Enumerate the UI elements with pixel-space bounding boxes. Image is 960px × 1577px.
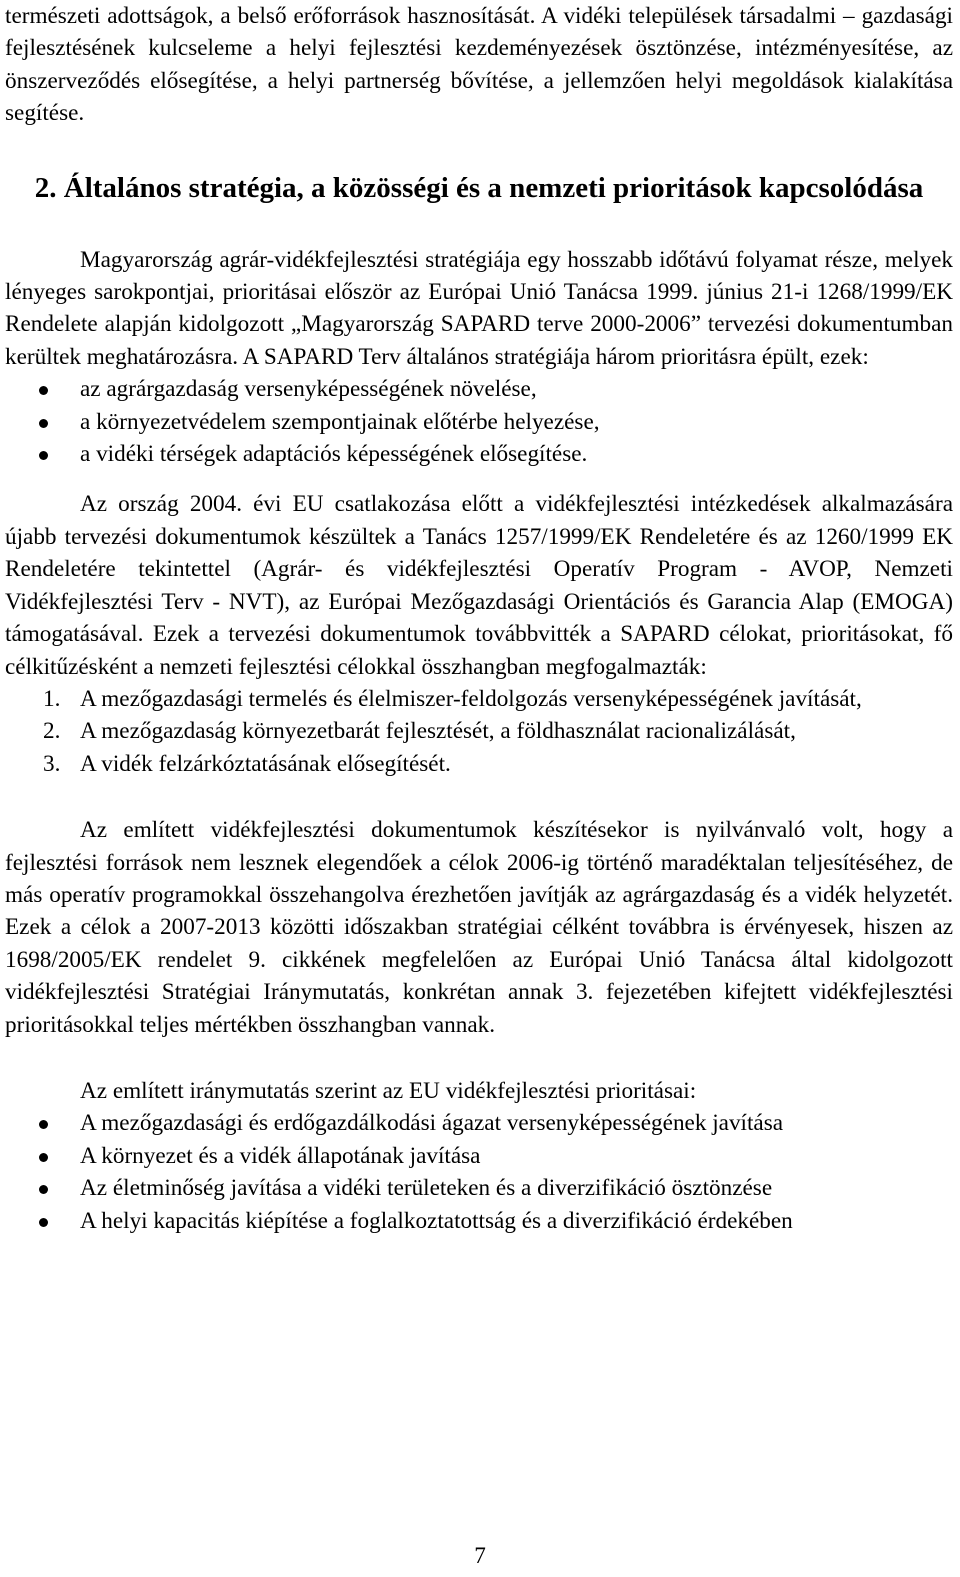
numbered-item xyxy=(5,715,953,747)
numbered-item xyxy=(5,748,953,780)
bullet-icon xyxy=(39,451,48,460)
list-item-text: a környezetvédelem szempontjainak előtérbe helyezése, xyxy=(80,408,600,435)
sapard-priorities-list xyxy=(5,373,953,470)
intro-paragraph: természeti adottságok, a belső erőforrások hasznosítását. A vidéki települések társadalmi – gazdasági fejlesztésének kulcseleme a helyi fejlesztési kezdeményezések ösztönzése, intézményesítése, az önszerveződés elősegítése, a helyi partnerség bővítése, a jellemzően helyi megoldások kialakítása segítése. xyxy=(5,3,953,127)
section-heading: 2. Általános stratégia, a közösségi és a nemzeti prioritások kapcsolódása xyxy=(34,171,924,204)
list-item-text: a vidéki térségek adaptációs képességének elősegítése. xyxy=(80,441,588,468)
paragraph-sapard-strategy: Magyarország agrár-vidékfejlesztési stratégiája egy hosszabb időtávú folyamat része, melyek lényeges sarokpontjai, prioritásai először az Európai Unió Tanácsa 1999. június 21-i 1268/1999/EK Rendelete alapján kidolgozott „Magyarország SAPARD terve 2000-2006” tervezési dokumentumban kerültek meghatározásra. A SAPARD Terv általános stratégiája három prioritásra épült, ezek: xyxy=(5,246,953,370)
item-text: A mezőgazdasági termelés és élelmiszer-feldolgozás versenyképességének javítását, xyxy=(80,685,862,712)
list-item xyxy=(5,1140,953,1172)
list-item-text: A helyi kapacitás kiépítése a foglalkoztatottság és a diverzifikáció érdekében xyxy=(80,1207,793,1234)
item-number: 2. xyxy=(43,718,61,745)
list-item xyxy=(5,1107,953,1139)
bullet-icon xyxy=(39,419,48,428)
item-number: 3. xyxy=(43,750,61,777)
item-number: 1. xyxy=(43,685,61,712)
objectives-numbered-list xyxy=(5,683,953,780)
bullet-icon xyxy=(39,386,48,395)
list-item-text: A mezőgazdasági és erdőgazdálkodási ágazat versenyképességének javítása xyxy=(80,1110,784,1137)
item-text: A vidék felzárkóztatásának elősegítését. xyxy=(80,750,451,777)
bullet-icon xyxy=(39,1120,48,1129)
bullet-icon xyxy=(39,1153,48,1162)
paragraph-guideline-intro: Az említett iránymutatás szerint az EU vidékfejlesztési prioritásai: xyxy=(80,1077,697,1104)
numbered-item xyxy=(5,683,953,715)
list-item xyxy=(5,373,953,405)
list-item-text: az agrárgazdaság versenyképességének növelése, xyxy=(80,376,537,403)
list-item-text: Az életminőség javítása a vidéki területeken és a diverzifikáció ösztönzése xyxy=(80,1175,773,1202)
document-page xyxy=(5,0,953,1237)
eu-priorities-list xyxy=(5,1107,953,1237)
list-item-text: A környezet és a vidék állapotának javítása xyxy=(80,1142,481,1169)
list-item xyxy=(5,438,953,470)
item-text: A mezőgazdaság környezetbarát fejlesztését, a földhasználat racionalizálását, xyxy=(80,718,796,745)
bullet-icon xyxy=(39,1185,48,1194)
paragraph-development-documents: Az említett vidékfejlesztési dokumentumok készítésekor is nyilvánvaló volt, hogy a fejlesztési források nem lesznek elegendőek a célok 2006-ig történő maradéktalan teljesítéséhez, de más operatív programokkal összehangolva érezhetően javítják az agrárgazdaság és a vidék helyzetét. Ezek a célok a 2007-2013 közötti időszakban stratégiai célként továbbra is érvényesek, hiszen az 1698/2005/EK rendelet 9. cikkének megfelelően az Európai Unió Tanácsa által kidolgozott vidékfejlesztési Stratégiai Iránymutatás, konkrétan annak 3. fejezetében kifejtett vidékfejlesztési prioritásokkal teljes mértékben összhangban vannak. xyxy=(5,817,953,1038)
paragraph-eu-accession: Az ország 2004. évi EU csatlakozása előtt a vidékfejlesztési intézkedések alkalmazására újabb tervezési dokumentumok készültek a Tanács 1257/1999/EK Rendeletére és az 1260/1999 EK Rendeletére tekintettel (Agrár- és vidékfejlesztési Operatív Program - AVOP, Nemzeti Vidékfejlesztési Terv - NVT), az Európai Mezőgazdasági Orientációs és Garancia Alap (EMOGA) támogatásával. Ezek a tervezési dokumentumok továbbvitték a SAPARD célokat, prioritásokat, fő célkitűzésként a nemzeti fejlesztési célokkal összhangban megfogalmazták: xyxy=(5,491,953,680)
page-number: 7 xyxy=(474,1543,486,1569)
list-item xyxy=(5,1172,953,1204)
list-item xyxy=(5,406,953,438)
list-item xyxy=(5,1205,953,1237)
bullet-icon xyxy=(39,1218,48,1227)
